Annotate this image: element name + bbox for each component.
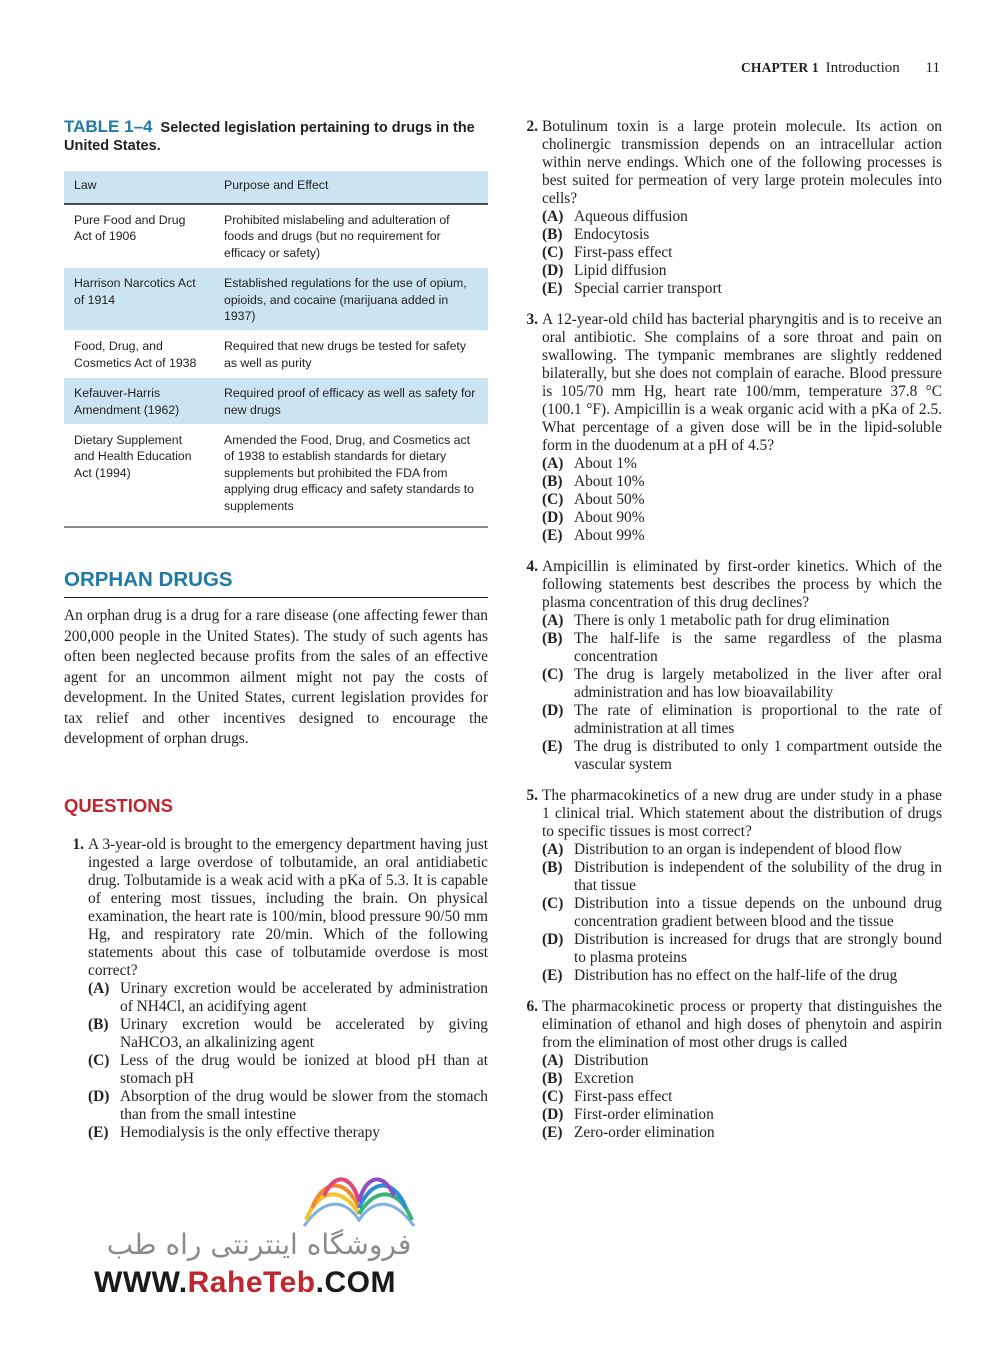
option-text: Urinary excretion would be accelerated by administration of NH4Cl, an acidifying agent xyxy=(120,980,488,1015)
option-letter: (A) xyxy=(542,841,564,858)
column-header-purpose: Purpose and Effect xyxy=(214,171,488,204)
section-heading: ORPHAN DRUGS xyxy=(64,568,488,598)
option-letter: (E) xyxy=(542,967,563,984)
option-letter: (E) xyxy=(542,738,563,755)
law-cell: Harrison Narcotics Act of 1914 xyxy=(64,268,214,331)
option-letter: (C) xyxy=(542,491,564,508)
watermark-url[interactable] xyxy=(94,1266,396,1300)
answer-option[interactable] xyxy=(542,1052,942,1070)
option-text: Lipid diffusion xyxy=(574,262,667,279)
option-text: The drug is largely metabolized in the liver after oral administration and has low bioavailability xyxy=(574,666,942,701)
answer-option[interactable] xyxy=(88,1052,488,1088)
option-text: About 90% xyxy=(574,509,645,526)
question-6 xyxy=(518,998,942,1142)
table-row xyxy=(64,268,488,331)
law-cell: Dietary Supplement and Health Education Act (1994) xyxy=(64,425,214,528)
answer-option[interactable] xyxy=(542,208,942,226)
option-letter: (D) xyxy=(542,702,564,719)
option-letter: (B) xyxy=(542,226,563,243)
option-text: First-order elimination xyxy=(574,1106,714,1123)
answer-option[interactable] xyxy=(542,262,942,280)
answer-option[interactable] xyxy=(542,702,942,738)
option-text: Less of the drug would be ionized at blood pH than at stomach pH xyxy=(120,1052,488,1087)
questions-heading: QUESTIONS xyxy=(64,795,173,816)
purpose-cell: Amended the Food, Drug, and Cosmetics act of 1938 to establish standards for dietary supplements but prohibited the FDA from applying drug efficacy and safety standards to supplements xyxy=(214,425,488,528)
option-letter: (D) xyxy=(542,931,564,948)
option-text: About 99% xyxy=(574,527,645,544)
option-text: Absorption of the drug would be slower from the stomach than from the small intestine xyxy=(120,1088,488,1123)
option-text: Distribution is independent of the solubility of the drug in that tissue xyxy=(574,859,942,894)
purpose-cell: Established regulations for the use of opium, opioids, and cocaine (marijuana added in 1937) xyxy=(214,268,488,331)
question-4 xyxy=(518,558,942,774)
chapter-label: CHAPTER 1 xyxy=(740,60,819,75)
option-text: Hemodialysis is the only effective therapy xyxy=(120,1124,381,1141)
table-row xyxy=(64,331,488,378)
question-stem: A 12-year-old child has bacterial pharyngitis and is to receive an oral antibiotic. She complains of a sore throat and pain on swallowing. The tympanic membranes are slightly reddened bilaterally, but she does not complain of earache. Blood pressure is 105/70 mm Hg, heart rate 100/mm, temperature 37.8 °C (100.1 °F). Ampicillin is a weak organic acid with a pKa of 2.5. What percentage of a given dose will be in the lipid-soluble form in the duodenum at a pH of 4.5? xyxy=(542,311,942,454)
law-cell: Pure Food and Drug Act of 1906 xyxy=(74,213,186,244)
option-letter: (C) xyxy=(542,244,564,261)
purpose-cell: Required that new drugs be tested for safety as well as purity xyxy=(224,339,466,370)
option-text: Distribution is increased for drugs that are strongly bound to plasma proteins xyxy=(574,931,942,966)
url-prefix: WWW. xyxy=(94,1266,188,1299)
option-text: Distribution xyxy=(574,1052,649,1069)
answer-option[interactable] xyxy=(542,455,942,473)
right-column xyxy=(518,118,942,1155)
option-letter: (B) xyxy=(542,473,563,490)
answer-option[interactable] xyxy=(542,280,942,298)
answer-option[interactable] xyxy=(542,1106,942,1124)
option-letter: (D) xyxy=(542,262,564,279)
answer-option[interactable] xyxy=(542,244,942,262)
answer-option[interactable] xyxy=(542,895,942,931)
table-caption xyxy=(64,118,488,155)
table-caption-text: Selected legislation pertaining to drugs in the United States. xyxy=(64,120,475,154)
option-letter: (C) xyxy=(542,1088,564,1105)
option-text: Aqueous diffusion xyxy=(574,208,688,225)
option-text: First-pass effect xyxy=(574,244,673,261)
answer-option[interactable] xyxy=(542,1124,942,1142)
answer-option[interactable] xyxy=(542,491,942,509)
question-stem: Botulinum toxin is a large protein molecule. Its action on cholinergic transmission depends on an intracellular action within nerve endings. Which one of the following processes is best suited for permeation of very large protein molecules into cells? xyxy=(542,118,942,207)
law-cell: Kefauver-Harris Amendment (1962) xyxy=(64,378,214,425)
question-1 xyxy=(64,836,488,1142)
answer-option[interactable] xyxy=(88,980,488,1016)
option-letter: (C) xyxy=(542,895,564,912)
answer-option[interactable] xyxy=(542,859,942,895)
running-header xyxy=(741,60,940,77)
answer-option[interactable] xyxy=(542,738,942,774)
option-text: Excretion xyxy=(574,1070,634,1087)
option-text: Distribution into a tissue depends on the unbound drug concentration gradient between blood and the tissue xyxy=(574,895,942,930)
option-text: There is only 1 metabolic path for drug elimination xyxy=(574,612,890,629)
option-text: Distribution to an organ is independent of blood flow xyxy=(574,841,903,858)
url-brand: RaheTeb xyxy=(187,1266,316,1299)
url-suffix: .COM xyxy=(315,1266,396,1299)
option-letter: (A) xyxy=(542,208,564,225)
option-letter: (A) xyxy=(542,612,564,629)
answer-option[interactable] xyxy=(542,841,942,859)
option-letter: (B) xyxy=(542,859,563,876)
option-letter: (A) xyxy=(88,980,110,997)
option-text: Distribution has no effect on the half-life of the drug xyxy=(574,967,898,984)
question-stem: The pharmacokinetics of a new drug are under study in a phase 1 clinical trial. Which statement about the distribution of drugs to specific tissues is most correct? xyxy=(542,787,942,840)
option-letter: (C) xyxy=(542,666,564,683)
option-letter: (B) xyxy=(88,1016,109,1033)
page-number: 11 xyxy=(925,60,940,76)
question-stem: A 3-year-old is brought to the emergency department having just ingested a large overdose of tolbutamide, an oral antidiabetic drug. Tolbutamide is a weak acid with a pKa of 5.3. It is capable of entering most tissues, including the brain. On physical examination, the heart rate is 100/min, blood pressure 90/50 mm Hg, and respiratory rate 20/min. Which of the following statements about this case of tolbutamide overdose is most correct? xyxy=(88,836,488,979)
option-text: About 50% xyxy=(574,491,645,508)
option-letter: (D) xyxy=(542,509,564,526)
option-letter: (C) xyxy=(88,1052,110,1069)
option-letter: (B) xyxy=(542,630,563,647)
answer-option[interactable] xyxy=(88,1088,488,1124)
option-letter: (E) xyxy=(542,280,563,297)
option-letter: (D) xyxy=(88,1088,110,1105)
book-logo-icon xyxy=(294,1168,424,1228)
question-2 xyxy=(518,118,942,298)
option-letter: (E) xyxy=(542,1124,563,1141)
option-text: About 1% xyxy=(574,455,637,472)
option-text: First-pass effect xyxy=(574,1088,673,1105)
table-row xyxy=(64,425,488,528)
question-stem: Ampicillin is eliminated by first-order kinetics. Which of the following statements best describes the process by which the plasma concentration of this drug declines? xyxy=(542,558,942,611)
answer-option[interactable] xyxy=(542,630,942,666)
option-letter: (A) xyxy=(542,1052,564,1069)
purpose-cell: Required proof of efficacy as well as safety for new drugs xyxy=(214,378,488,425)
question-number: 1. xyxy=(72,836,84,853)
question-5 xyxy=(518,787,942,985)
question-stem: The pharmacokinetic process or property that distinguishes the elimination of ethanol and high doses of phenytoin and aspirin from the elimination of most other drugs is called xyxy=(542,998,942,1051)
question-number: 4. xyxy=(526,558,538,575)
table-row xyxy=(64,378,488,425)
question-number: 2. xyxy=(526,118,538,135)
watermark-persian-text: فروشگاه اینترنتی راه طب xyxy=(106,1228,412,1261)
column-header-law: Law xyxy=(64,171,214,204)
legislation-table xyxy=(64,171,488,528)
table-number: TABLE 1–4 xyxy=(64,117,153,136)
answer-option[interactable] xyxy=(542,473,942,491)
section-paragraph: An orphan drug is a drug for a rare disease (one affecting fewer than 200,000 people in the United States). The study of such agents has often been neglected because profits from the sales of an effective agent for an uncommon ailment might not pay the costs of development. In the United States, current legislation provides for tax relief and other incentives designed to encourage the development of orphan drugs. xyxy=(64,607,488,748)
option-text: Zero-order elimination xyxy=(574,1124,715,1141)
left-column xyxy=(64,118,488,750)
option-text: Special carrier transport xyxy=(574,280,722,297)
option-letter: (D) xyxy=(542,1106,564,1123)
option-text: About 10% xyxy=(574,473,645,490)
law-cell: Food, Drug, and Cosmetics Act of 1938 xyxy=(74,339,197,370)
answer-option[interactable] xyxy=(542,612,942,630)
question-number: 3. xyxy=(526,311,538,328)
table-header-row xyxy=(64,171,488,204)
option-text: Endocytosis xyxy=(574,226,650,243)
answer-option[interactable] xyxy=(542,1088,942,1106)
question-number: 6. xyxy=(526,998,538,1015)
answer-option[interactable] xyxy=(88,1124,488,1142)
answer-option[interactable] xyxy=(542,527,942,545)
option-letter: (B) xyxy=(542,1070,563,1087)
option-letter: (E) xyxy=(542,527,563,544)
option-letter: (A) xyxy=(542,455,564,472)
answer-option[interactable] xyxy=(542,967,942,985)
answer-option[interactable] xyxy=(542,931,942,967)
answer-option[interactable] xyxy=(88,1016,488,1052)
orphan-drugs-section xyxy=(64,568,488,750)
option-text: Urinary excretion would be accelerated by giving NaHCO3, an alkalinizing agent xyxy=(120,1016,488,1051)
answer-option[interactable] xyxy=(542,1070,942,1088)
option-text: The half-life is the same regardless of the plasma concentration xyxy=(574,630,942,665)
answer-option[interactable] xyxy=(542,666,942,702)
table-row xyxy=(64,204,488,268)
question-number: 5. xyxy=(526,787,538,804)
answer-option[interactable] xyxy=(542,226,942,244)
chapter-title: Introduction xyxy=(825,60,900,76)
purpose-cell: Prohibited mislabeling and adulteration of foods and drugs (but no requirement for efficacy or safety) xyxy=(224,213,450,260)
option-text: The rate of elimination is proportional to the rate of administration at all times xyxy=(574,702,942,737)
option-text: The drug is distributed to only 1 compartment outside the vascular system xyxy=(574,738,942,773)
watermark xyxy=(94,1168,424,1308)
question-3 xyxy=(518,311,942,545)
answer-option[interactable] xyxy=(542,509,942,527)
option-letter: (E) xyxy=(88,1124,109,1141)
